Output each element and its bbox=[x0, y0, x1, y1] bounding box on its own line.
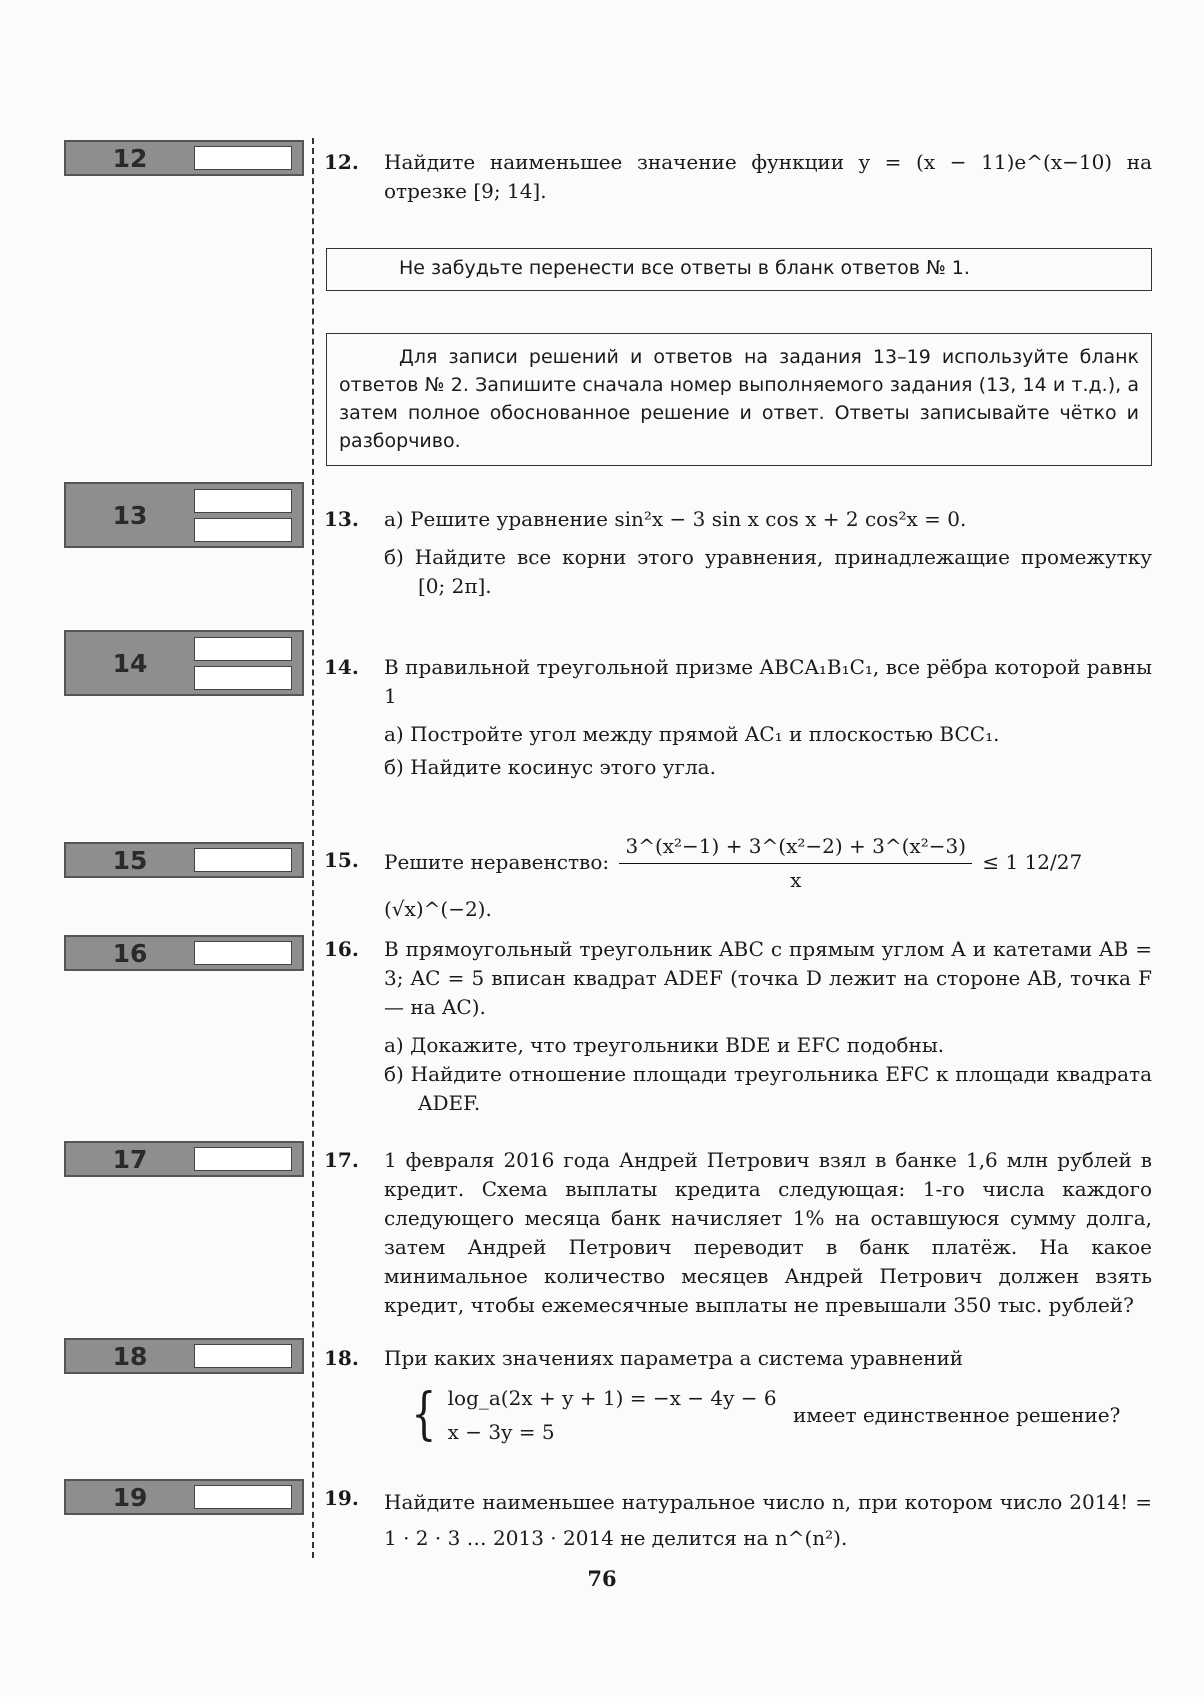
instructions-box bbox=[326, 333, 1152, 466]
task-text: Найдите наименьшее значение функции y = (x − 11)e^(x−10) на отрезке [9; 14]. bbox=[384, 150, 1152, 203]
task-text: Решите неравенство: bbox=[384, 850, 610, 874]
task-number-label: 15 bbox=[112, 845, 148, 875]
answer-badge-15 bbox=[64, 842, 304, 878]
task-text: 1 февраля 2016 года Андрей Петрович взял в банке 1,6 млн рублей в кредит. Схема выплаты кредита следующая: 1-го числа каждого следующего месяца банк начисляет 1% на оставшуюся сумму долга, затем Андрей Петрович переводит в банк платёж. На какое минимальное количество месяцев Андрей Петрович должен взять кредит, чтобы ежемесячные выплаты не превышали 350 тыс. рублей? bbox=[384, 1148, 1152, 1317]
answer-badge-12 bbox=[64, 140, 304, 176]
task-15 bbox=[324, 832, 1152, 924]
answer-badge-13 bbox=[64, 482, 304, 548]
part-a: а) Решите уравнение sin²x − 3 sin x cos x + 2 cos²x = 0. bbox=[384, 507, 967, 531]
task-number-label: 19 bbox=[112, 1482, 148, 1512]
task-text: В прямоугольный треугольник ABC с прямым углом A и катетами AB = 3; AC = 5 вписан квадрат ADEF (точка D лежит на стороне AB, точка F — на AC). bbox=[384, 937, 1152, 1019]
task-number: 13. bbox=[324, 507, 359, 531]
inequality-rhs: ≤ 1 12/27 (√x)^(−2). bbox=[384, 850, 1083, 921]
reminder-box: Не забудьте перенести все ответы в бланк ответов № 1. bbox=[326, 248, 1152, 291]
task-number: 17. bbox=[324, 1148, 359, 1172]
answer-cell[interactable] bbox=[194, 848, 292, 872]
task-number: 14. bbox=[324, 655, 359, 679]
answer-cell[interactable] bbox=[194, 666, 292, 690]
fraction-denominator: x bbox=[790, 868, 802, 892]
task-13 bbox=[324, 505, 1152, 601]
part-b: б) Найдите косинус этого угла. bbox=[384, 755, 716, 779]
task-number-label: 18 bbox=[112, 1341, 148, 1371]
task-14 bbox=[324, 653, 1152, 782]
task-number-label: 12 bbox=[112, 143, 148, 173]
part-b: б) Найдите отношение площади треугольника EFC к площади квадрата ADEF. bbox=[384, 1062, 1152, 1115]
part-b: б) Найдите все корни этого уравнения, принадлежащие промежутку [0; 2π]. bbox=[384, 545, 1152, 598]
equation-2: x − 3y = 5 bbox=[447, 1420, 555, 1444]
task-number: 16. bbox=[324, 937, 359, 961]
task-number: 15. bbox=[324, 848, 359, 872]
part-a: а) Докажите, что треугольники BDE и EFC подобны. bbox=[384, 1033, 945, 1057]
brace: { bbox=[411, 1382, 437, 1447]
task-17 bbox=[324, 1146, 1152, 1320]
task-tail: имеет единственное решение? bbox=[792, 1402, 1121, 1427]
answer-badge-19 bbox=[64, 1479, 304, 1515]
answer-badge-16 bbox=[64, 935, 304, 971]
answer-cell[interactable] bbox=[194, 518, 292, 542]
task-16 bbox=[324, 935, 1152, 1118]
equation-1: log_a(2x + y + 1) = −x − 4y − 6 bbox=[447, 1386, 777, 1410]
task-text: Найдите наименьшее натуральное число n, при котором число 2014! = 1 · 2 · 3 … 2013 · 2014 не делится на n^(n²). bbox=[384, 1490, 1152, 1550]
task-text: В правильной треугольной призме ABCA₁B₁C₁, все рёбра которой равны 1 bbox=[384, 655, 1152, 708]
task-19 bbox=[324, 1484, 1152, 1556]
task-number: 12. bbox=[324, 150, 359, 174]
task-number-label: 14 bbox=[112, 648, 148, 678]
answer-cell[interactable] bbox=[194, 1147, 292, 1171]
task-12 bbox=[324, 148, 1152, 206]
answer-cell[interactable] bbox=[194, 1485, 292, 1509]
answer-cell[interactable] bbox=[194, 941, 292, 965]
inequality-fraction bbox=[619, 832, 972, 895]
page-number: 76 bbox=[587, 1566, 617, 1591]
answer-cell[interactable] bbox=[194, 489, 292, 513]
task-number-label: 16 bbox=[112, 938, 148, 968]
equation-system bbox=[406, 1381, 777, 1449]
task-number: 18. bbox=[324, 1346, 359, 1370]
cut-line bbox=[312, 138, 314, 1558]
task-number-label: 17 bbox=[112, 1144, 148, 1174]
task-number: 19. bbox=[324, 1486, 359, 1510]
answer-cell[interactable] bbox=[194, 146, 292, 170]
fraction-numerator: 3^(x²−1) + 3^(x²−2) + 3^(x²−3) bbox=[619, 832, 972, 864]
task-number-label: 13 bbox=[112, 500, 148, 530]
part-a: а) Постройте угол между прямой AC₁ и плоскостью BCC₁. bbox=[384, 722, 1000, 746]
instructions-text: Для записи решений и ответов на задания 13–19 используйте бланк ответов № 2. Запишите сначала номер выполняемого задания (13, 14 и т.д.), а затем полное обоснованное решение и ответ. Ответы записывайте чётко и разборчиво. bbox=[339, 346, 1139, 452]
answer-badge-18 bbox=[64, 1338, 304, 1374]
task-18 bbox=[324, 1344, 1152, 1449]
answer-badge-14 bbox=[64, 630, 304, 696]
answer-cell[interactable] bbox=[194, 637, 292, 661]
task-text: При каких значениях параметра a система уравнений bbox=[384, 1346, 964, 1370]
answer-cell[interactable] bbox=[194, 1344, 292, 1368]
answer-badge-17 bbox=[64, 1141, 304, 1177]
